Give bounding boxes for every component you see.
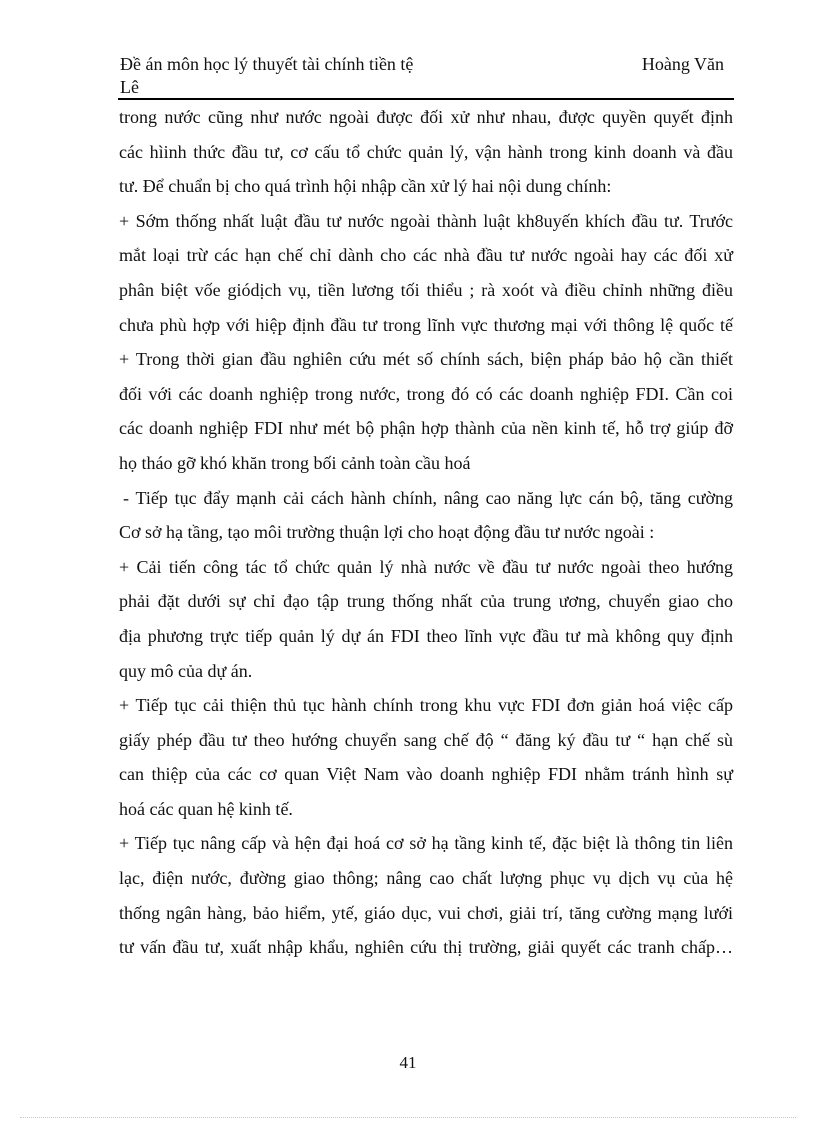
text-line-20: can thiệp của các cơ quan Việt Nam vào doanh nghiệp FDI nhằm tránh hình sự: [119, 764, 733, 785]
text-line-2: các hìinh thức đầu tư, cơ cấu tổ chức quản lý, vận hành trong kinh doanh và đầu: [119, 141, 733, 162]
author-name-second-part: Lê: [120, 77, 139, 97]
text-line-8: + Trong thời gian đầu nghiên cứu mét số chính sách, biện pháp bảo hộ cần thiết: [119, 349, 733, 370]
text-line-16: địa phương trực tiếp quản lý dự án FDI theo lĩnh vực đầu tư mà không quy định: [119, 625, 733, 646]
text-line-18: + Tiếp tục cải thiện thủ tục hành chính trong khu vực FDI đơn giản hoá việc cấp: [119, 695, 733, 716]
text-line-14: + Cải tiến công tác tổ chức quản lý nhà nước về đầu tư nước ngoài theo hướng: [119, 556, 733, 577]
text-line-3: tư. Để chuẩn bị cho quá trình hội nhập cần xử lý hai nội dung chính:: [119, 176, 612, 197]
text-line-12: - Tiếp tục đẩy mạnh cải cách hành chính, nâng cao năng lực cán bộ, tăng cường: [123, 487, 733, 508]
body-text: [119, 100, 733, 965]
page-bottom-edge: [20, 1117, 796, 1118]
text-line-5: mắt loại trừ các hạn chế chỉ dành cho các nhà đầu tư nước ngoài hay các đối xử: [119, 245, 733, 266]
text-line-25: tư vấn đầu tư, xuất nhập khẩu, nghiên cứu thị trường, giải quyết các tranh chấp…: [119, 937, 733, 958]
text-line-17: quy mô của dự án.: [119, 660, 253, 681]
document-title: Đề án môn học lý thuyết tài chính tiền tệ: [120, 54, 414, 74]
author-name-first-part: Hoàng Văn: [641, 54, 724, 74]
text-line-15: phải đặt dưới sự chỉ đạo tập trung thống nhất của trung ương, chuyển giao cho: [119, 591, 733, 612]
text-line-10: các doanh nghiệp FDI như mét bộ phận hợp thành của nền kinh tế, hỗ trợ giúp đỡ: [119, 418, 733, 439]
text-line-1: trong nước cũng như nước ngoài được đối xử như nhau, được quyền quyết định: [119, 107, 733, 127]
page-header: [118, 52, 734, 100]
text-line-7: chưa phù hợp với hiệp định đầu tư trong lĩnh vực thương mại với thông lệ quốc tế: [119, 314, 733, 335]
text-line-9: đối với các doanh nghiệp trong nước, trong đó có các doanh nghiệp FDI. Cần coi: [119, 383, 733, 404]
text-line-23: lạc, điện nước, đường giao thông; nâng cao chất lượng phục vụ dịch vụ của hệ: [119, 868, 733, 889]
text-line-6: phân biệt vốe giódịch vụ, tiền lương tối thiểu ; rà xoót và điều chỉnh những điều: [119, 279, 733, 300]
text-line-21: hoá các quan hệ kinh tế.: [119, 798, 293, 819]
text-line-22: + Tiếp tục nâng cấp và hện đại hoá cơ sở hạ tầng kinh tế, đặc biệt là thông tin liên: [119, 833, 733, 854]
page-number: 41: [399, 1053, 417, 1072]
text-line-11: họ tháo gỡ khó khăn trong bối cảnh toàn cầu hoá: [119, 452, 471, 473]
text-line-4: + Sớm thống nhất luật đầu tư nước ngoài thành luật kh8uyến khích đầu tư. Trước: [119, 210, 733, 231]
text-line-13: Cơ sở hạ tầng, tạo môi trường thuận lợi cho hoạt động đầu tư nước ngoài :: [119, 522, 655, 543]
text-line-19: giấy phép đầu tư theo hướng chuyển sang chế độ “ đăng ký đầu tư “ hạn chế sù: [119, 729, 733, 750]
text-line-24: thống ngân hàng, bảo hiểm, ytế, giáo dục, vui chơi, giải trí, tăng cường mạng lưới: [119, 902, 733, 923]
